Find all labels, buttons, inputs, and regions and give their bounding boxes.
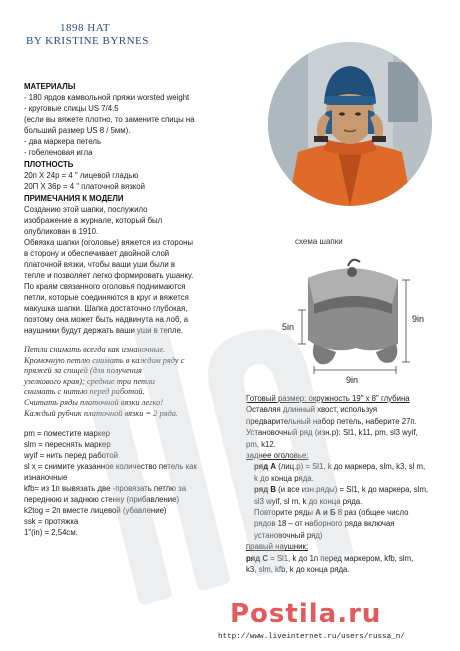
notes-heading: ПРИМЕЧАНИЯ К МОДЕЛИ bbox=[24, 194, 124, 203]
materials-line: (если вы вяжете плотно, то замените спицы на bbox=[24, 115, 195, 124]
italic-notes bbox=[24, 345, 234, 419]
left-column bbox=[24, 80, 234, 538]
materials-line: больший размер US 8 / 5мм). bbox=[24, 126, 131, 135]
abbreviation-line: wyif = нить перед работой bbox=[24, 451, 119, 461]
row-b-label: ряд В bbox=[254, 485, 276, 495]
notes-line: в сторону и обеспечивает двойной слой bbox=[24, 249, 170, 258]
row-a-text: (лиц.р) = Sl1, k до маркера, slm, k3, sl m, bbox=[275, 462, 426, 472]
materials-line: - гобеленовая игла bbox=[24, 148, 93, 157]
hat-schematic-drawing bbox=[280, 258, 430, 388]
notes-line: опубликован в 1910. bbox=[24, 227, 99, 236]
abbreviation-line: sl x = снимите указанное количество петель как bbox=[24, 462, 197, 472]
abbreviation-line: slm = переснять маркер bbox=[24, 440, 111, 450]
italic-note-line: Петли снимать всегда как изнаночные. bbox=[24, 345, 166, 354]
italic-note-line: Кромочную петлю снимать в каждом ряду с bbox=[24, 355, 185, 365]
materials-line: - два маркера петель bbox=[24, 137, 102, 146]
italic-note-line: узелкового края); средние три петли bbox=[24, 376, 155, 386]
abbreviation-line: kfb= из 1п вывязать две -провязать петлю за bbox=[24, 484, 187, 494]
title-line-1: 1898 HAT bbox=[60, 22, 111, 34]
abbreviation-line: k2tog = 2п вместе лицевой (убавление) bbox=[24, 506, 167, 516]
notes-line: макушка шапки. Шапка достаточно глубокая, bbox=[24, 304, 188, 313]
cast-on-line: предварительный набор петель, наберите 27п. bbox=[246, 416, 417, 426]
notes-line: тепле и позволяет легко формировать ушанку. bbox=[24, 271, 194, 280]
row-c-text: = Sl1, k до 1п перед маркером, kfb, slm, bbox=[267, 553, 414, 563]
model-photo bbox=[268, 42, 432, 206]
label-height-left: 5in bbox=[282, 322, 295, 332]
cast-on-line: Оставляя длинный хвост, используя bbox=[246, 405, 378, 415]
pattern-title bbox=[26, 22, 149, 48]
materials-heading: МАТЕРИАЛЫ bbox=[24, 82, 76, 91]
notes-line: Созданию этой шапки, послужило bbox=[24, 205, 148, 214]
repeat-line bbox=[246, 507, 446, 518]
italic-note-line: пряжей за спицей (для получения bbox=[24, 366, 142, 376]
notes-line: По краям связанного оголовья поднимаются bbox=[24, 282, 186, 291]
abbreviation-line: ssk = протяжка bbox=[24, 517, 79, 527]
repeat-count: 8 раз (общее число bbox=[335, 508, 409, 518]
title-line-2: BY KRISTINE BYRNES bbox=[26, 35, 149, 47]
row-c-line-2: k3, slm, kfb, k до конца ряда. bbox=[246, 565, 350, 575]
abbreviation-line: изнаночные bbox=[24, 473, 68, 483]
notes-line: поэтому она может быть надвинута на лоб, а bbox=[24, 315, 189, 324]
cast-on-line: Установочный ряд (изн.р): Sl1, k11, pm, sl3 wyif, bbox=[246, 428, 418, 438]
notes-line: петли, которые соединяются в круг и вяжется bbox=[24, 293, 189, 302]
row-a-label: ряд А bbox=[254, 462, 276, 472]
abbreviation-line: 1"(in) = 2,54см. bbox=[24, 528, 78, 538]
repeat-rows-label: А и Б bbox=[315, 508, 336, 518]
row-a-line-2: k до конца ряда. bbox=[254, 473, 314, 483]
label-height-right: 9in bbox=[412, 314, 425, 324]
repeat-line-3: установочный ряд) bbox=[254, 530, 323, 540]
row-b-line-2: sl3 wyif, sl m, k до конца ряда. bbox=[254, 496, 363, 506]
abbreviation-line: pm = поместите маркер bbox=[24, 429, 110, 439]
notes-line: изображение в журнале, который был bbox=[24, 216, 163, 225]
repeat-text: Повторите ряды bbox=[254, 508, 316, 518]
notes-line: Обвязка шапки (оголовье) вяжется из стороны bbox=[24, 238, 193, 247]
ear-heading: правый наушник: bbox=[246, 542, 309, 552]
materials-line: - круговые спицы US 7/4.5 bbox=[24, 104, 119, 113]
gauge-line: 20п Х 24р = 4 " лицевой гладью bbox=[24, 171, 139, 180]
abbreviations bbox=[24, 428, 234, 538]
materials-line: - 180 ярдов камвольной пряжи worsted weight bbox=[24, 93, 190, 102]
gauge-line: 20П X 36р = 4 " платочной вязкой bbox=[24, 182, 145, 191]
notes-line: наушники будут держать ваши уши в тепле. bbox=[24, 326, 184, 335]
row-b-text: (и все изн.ряды) = Sl1, k до маркера, slm, bbox=[275, 485, 429, 495]
watermark-site-name: Postila.ru bbox=[230, 599, 382, 629]
model-photo-illustration bbox=[268, 42, 432, 206]
italic-note-line: Считать ряды платочной вязки легко! bbox=[24, 397, 164, 407]
abbreviation-line: переднюю и заднюю стенку (прибавление) bbox=[24, 495, 180, 505]
back-heading: заднее оголовье: bbox=[246, 451, 309, 461]
row-b-line bbox=[246, 484, 446, 495]
gauge-heading: ПЛОТНОСТЬ bbox=[24, 160, 74, 169]
italic-note-line: Каждый рубчик платочной вязки = 2 ряда. bbox=[24, 408, 178, 418]
label-width: 9in bbox=[346, 375, 359, 385]
schema-title: схема шапки bbox=[295, 237, 343, 246]
right-column bbox=[246, 393, 446, 576]
repeat-line-2: рядов 18 – от наборного ряда включая bbox=[254, 519, 395, 529]
hat-schematic bbox=[280, 258, 430, 388]
size-line: Готовый размер: окружность 19" x 8" глубина bbox=[246, 394, 410, 403]
source-url: http://www.liveinternet.ru/users/russa_n/ bbox=[218, 633, 405, 641]
notes-line: платочной вязки, чтобы ваши уши были в bbox=[24, 260, 176, 269]
row-a-line bbox=[246, 461, 446, 472]
row-c-label: ряд С bbox=[246, 553, 268, 563]
italic-note-line: снимать с нитью перед работой. bbox=[24, 387, 145, 397]
cast-on-line: pm, k12. bbox=[246, 439, 276, 449]
row-c-line bbox=[246, 553, 446, 564]
